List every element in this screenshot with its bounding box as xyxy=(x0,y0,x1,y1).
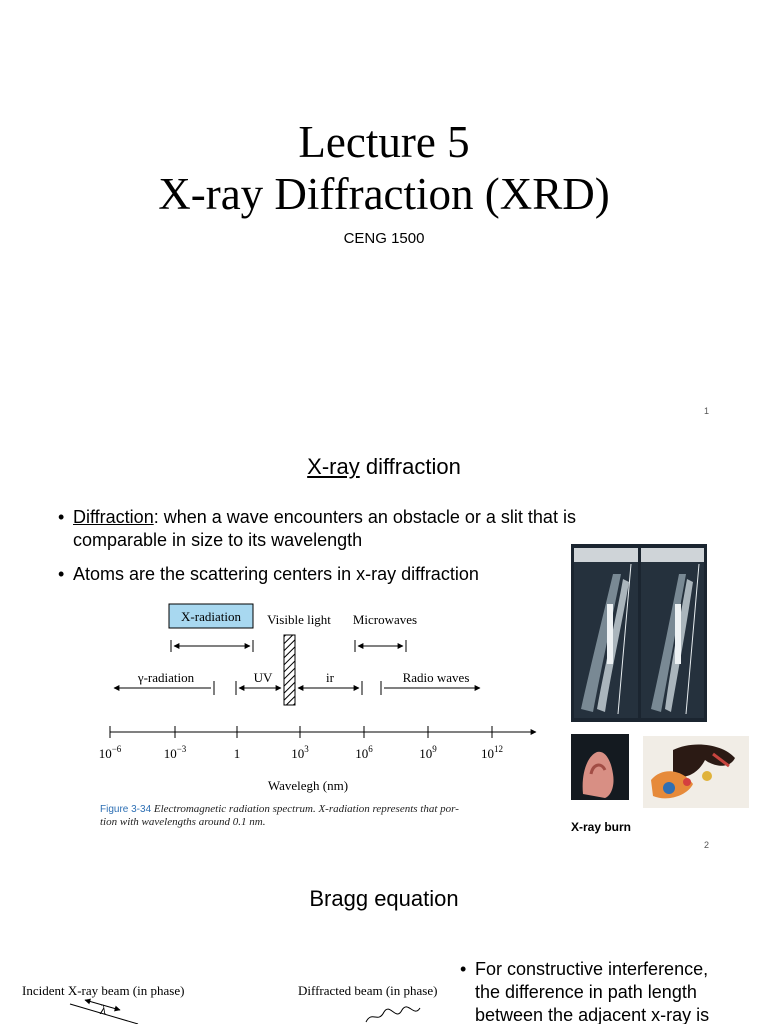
slide-1 xyxy=(0,0,768,432)
incident-beam-label: Incident X-ray beam (in phase) xyxy=(22,983,185,998)
axis-tick-label: $10^9$ xyxy=(419,744,437,761)
bullet-constructive: • For constructive interference, the difference in path length between the adjacent x-ray is xyxy=(460,959,710,1024)
axis-ticks xyxy=(99,726,503,761)
axis-tick-label: $10^{-6}$ xyxy=(98,744,122,761)
title-diffraction: diffraction xyxy=(359,454,461,479)
figure-caption-text-2: tion with wavelengths around 0.1 nm. xyxy=(100,816,266,828)
xray-burn-hand-photo xyxy=(571,734,629,800)
axis-tick-label: $10^{12}$ xyxy=(481,744,503,761)
axis-tick-label: $10^6$ xyxy=(355,744,373,761)
axis-label: Wavelegh (nm) xyxy=(267,778,349,793)
lambda-symbol: λ xyxy=(100,1003,107,1018)
bullet-definition-line2: comparable in size to its wavelength xyxy=(73,530,363,550)
xray-radiograph-image xyxy=(571,544,707,722)
microwaves-label: Microwaves xyxy=(352,612,418,627)
figure-label: Figure 3-34 xyxy=(100,804,152,815)
course-code: CENG 1500 xyxy=(343,230,425,247)
figure-caption-text: Electromagnetic radiation spectrum. X-radiation represents that por- xyxy=(153,803,459,815)
figure-caption xyxy=(100,803,540,828)
axis-tick-label: $10^3$ xyxy=(291,744,309,761)
bullet-atoms-text: Atoms are the scattering centers in x-ray diffraction xyxy=(73,564,479,584)
diffracted-wave xyxy=(366,1007,420,1022)
slide-title: Bragg equation xyxy=(309,886,459,911)
slide-3 xyxy=(0,864,768,1024)
bullet-line-3: between the adjacent x-ray is xyxy=(475,1005,710,1024)
xray-burn-photo xyxy=(643,736,749,808)
gamma-label: γ-radiation xyxy=(137,670,195,685)
radio-label: Radio waves xyxy=(402,670,470,685)
uv-label: UV xyxy=(253,670,273,685)
diffracted-beam-label: Diffracted beam (in phase) xyxy=(298,983,438,998)
page-number: 1 xyxy=(704,406,710,416)
axis-tick-label: $10^{-3}$ xyxy=(163,744,187,761)
visible-band xyxy=(284,635,295,705)
lecture-title: Lecture 5 xyxy=(298,117,470,167)
page-number: 2 xyxy=(704,840,710,850)
slide-2 xyxy=(0,432,768,864)
lecture-subtitle: X-ray Diffraction (XRD) xyxy=(158,169,610,219)
bullet-atoms: • Atoms are the scattering centers in x-ray diffraction xyxy=(58,564,479,584)
title-xray: X-ray xyxy=(307,454,360,479)
bullet-term: Diffraction xyxy=(73,507,154,527)
bullet-diffraction: • Diffraction: when a wave encounters an obstacle or a slit that is comparable in size to its wavelength xyxy=(58,507,576,550)
ir-label: ir xyxy=(326,670,334,685)
bullet-definition: : when a wave encounters an obstacle or a slit that is xyxy=(153,507,576,527)
bullet-line-2: the difference in path length xyxy=(475,982,697,1002)
bullet-line-1: For constructive interference, xyxy=(475,959,709,979)
bragg-diagram xyxy=(0,864,460,1024)
x-radiation-label: X-radiation xyxy=(181,609,241,624)
xray-burn-caption: X-ray burn xyxy=(571,820,632,834)
visible-light-label: Visible light xyxy=(267,612,331,627)
axis-tick-label: 1 xyxy=(233,746,241,761)
